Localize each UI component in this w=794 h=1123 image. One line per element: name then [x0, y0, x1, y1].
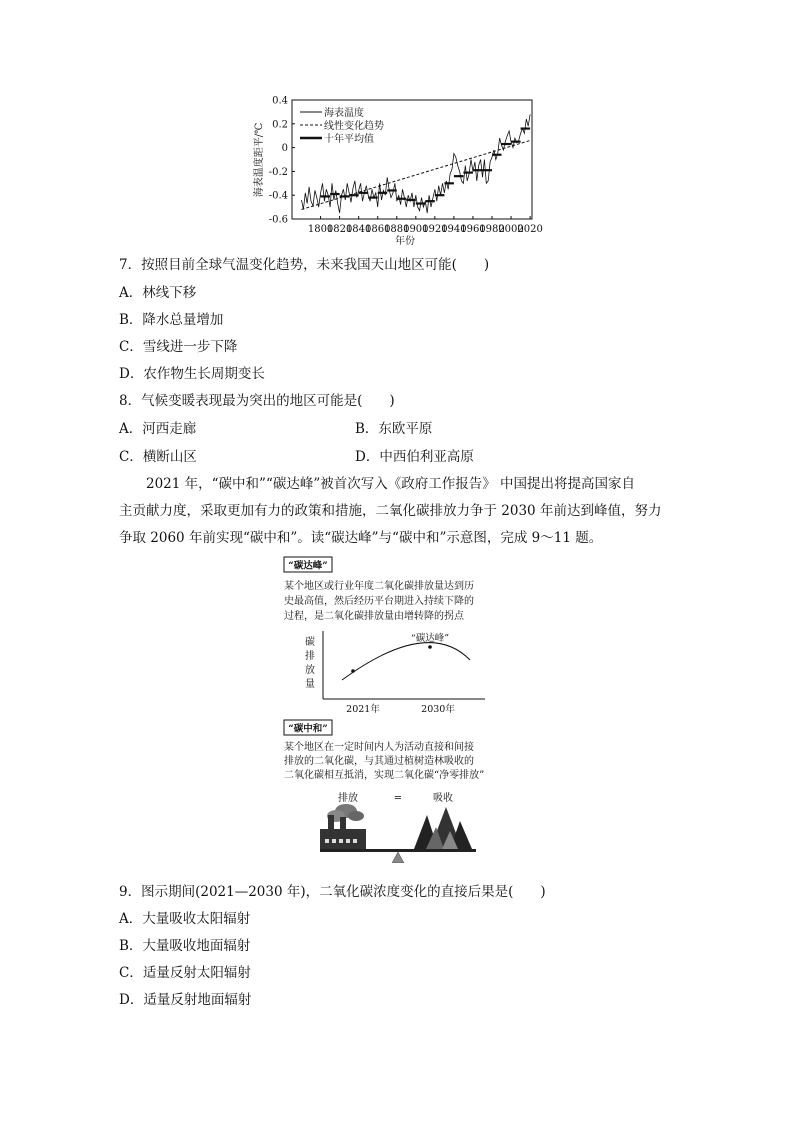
legend-label-trend: 线性变化趋势	[324, 121, 384, 132]
peak-desc-line-3: 过程，是二氧化碳排放量由增转降的拐点	[284, 611, 464, 622]
balance-fulcrum	[392, 852, 404, 863]
question-9-stem: 9．图示期间(2021—2030 年)，二氧化碳浓度变化的直接后果是( )	[119, 884, 546, 900]
y-ticks	[269, 96, 295, 226]
question-8-option-c[interactable]: C．横断山区	[119, 449, 197, 465]
y-tick-label: 0.4	[272, 95, 288, 107]
carbon-figure	[280, 553, 520, 863]
question-8-option-b[interactable]: B．东欧平原	[355, 421, 433, 437]
neutral-desc-line-2: 排放的二氧化碳，与其通过植树造林吸收的	[284, 756, 474, 767]
peak-y-label-4: 量	[305, 679, 315, 690]
peak-y-label-2: 排	[305, 651, 315, 662]
neutral-desc-line-3: 二氧化碳相互抵消，实现二氧化碳“净零排放”	[284, 770, 485, 781]
trees-icon	[414, 807, 472, 849]
x-tick-label: 2020	[517, 224, 543, 235]
x-tick-label: 1920	[422, 224, 448, 235]
question-7-option-a[interactable]: A．林线下移	[119, 285, 197, 301]
question-9-option-c[interactable]: C．适量反射太阳辐射	[119, 965, 251, 981]
y-tick-label: -0.4	[268, 190, 288, 202]
question-8-stem: 8．气候变暖表现最为突出的地区可能是( )	[119, 393, 395, 409]
peak-y-label-1: 碳	[305, 637, 315, 648]
question-9-option-a[interactable]: A．大量吸收太阳辐射	[119, 911, 251, 927]
peak-point-2030	[428, 645, 432, 649]
x-tick-label: 1800	[307, 224, 334, 235]
x-axis-label: 年份	[395, 236, 415, 247]
peak-desc-line-2: 史最高值，然后经历平台期进入持续下降的	[284, 596, 474, 607]
peak-tag: “碳达峰”	[288, 560, 328, 572]
x-tick-label: 1960	[460, 224, 486, 235]
emit-label: 排放	[338, 793, 358, 804]
x-tick-label: 1860	[364, 224, 391, 235]
factory-icon	[320, 804, 366, 849]
peak-x-label-2021: 2021年	[346, 704, 380, 715]
legend-label-decadal: 十年平均值	[324, 134, 374, 145]
y-axis-label: 海表温度距平/℃	[254, 122, 265, 198]
question-9-option-d[interactable]: D．适量反射地面辐射	[119, 992, 252, 1008]
peak-x-label-2030: 2030年	[421, 704, 455, 715]
x-tick-label: 1840	[345, 224, 372, 235]
peak-point-2021	[351, 669, 355, 673]
y-tick-label: -0.6	[268, 214, 288, 226]
x-tick-label: 1900	[403, 224, 429, 235]
x-tick-label: 2000	[498, 224, 524, 235]
question-9-option-b[interactable]: B．大量吸收地面辐射	[119, 938, 251, 954]
question-8-option-d[interactable]: D．中西伯利亚高原	[355, 449, 474, 465]
y-tick-label: 0.2	[272, 119, 288, 131]
passage-line-3: 争取 2060 年前实现“碳中和”。读“碳达峰”与“碳中和”示意图，完成 9～11 题。	[119, 530, 603, 546]
neutral-desc-line-1: 某个地区在一定时间内人为活动直接和间接	[284, 742, 474, 753]
question-8-option-a[interactable]: A．河西走廊	[119, 421, 197, 437]
peak-curve-label: “碳达峰”	[410, 633, 450, 644]
question-7-option-c[interactable]: C．雪线进一步下降	[119, 339, 238, 355]
legend-label-sst: 海表温度	[324, 108, 364, 119]
peak-desc-line-1: 某个地区或行业年度二氧化碳排放量达到历	[284, 581, 474, 592]
y-tick-label: 0	[281, 143, 288, 155]
passage-line-2: 主贡献力度，采取更加有力的政策和措施，二氧化碳排放力争于 2030 年前达到峰值，努力	[119, 503, 662, 519]
question-7-option-b[interactable]: B．降水总量增加	[119, 312, 224, 328]
y-tick-label: -0.2	[268, 166, 288, 178]
chart-legend	[300, 106, 384, 145]
neutral-tag: “碳中和”	[288, 723, 328, 735]
sst-anomaly-chart	[240, 88, 550, 250]
x-tick-label: 1880	[384, 224, 410, 235]
peak-curve	[342, 643, 470, 680]
question-7-option-d[interactable]: D．农作物生长周期变长	[119, 366, 265, 382]
x-tick-label: 1940	[441, 224, 467, 235]
question-7-stem: 7．按照目前全球气温变化趋势，未来我国天山地区可能( )	[119, 257, 490, 273]
peak-y-label-3: 放	[305, 665, 315, 676]
absorb-label: 吸收	[433, 793, 453, 804]
passage-line-1: 2021 年，“碳中和”“碳达峰”被首次写入《政府工作报告》 中国提出将提高国家自	[146, 476, 636, 492]
x-tick-label: 1820	[326, 224, 353, 235]
equals-sign: =	[393, 793, 403, 804]
x-tick-label: 1980	[479, 224, 505, 235]
